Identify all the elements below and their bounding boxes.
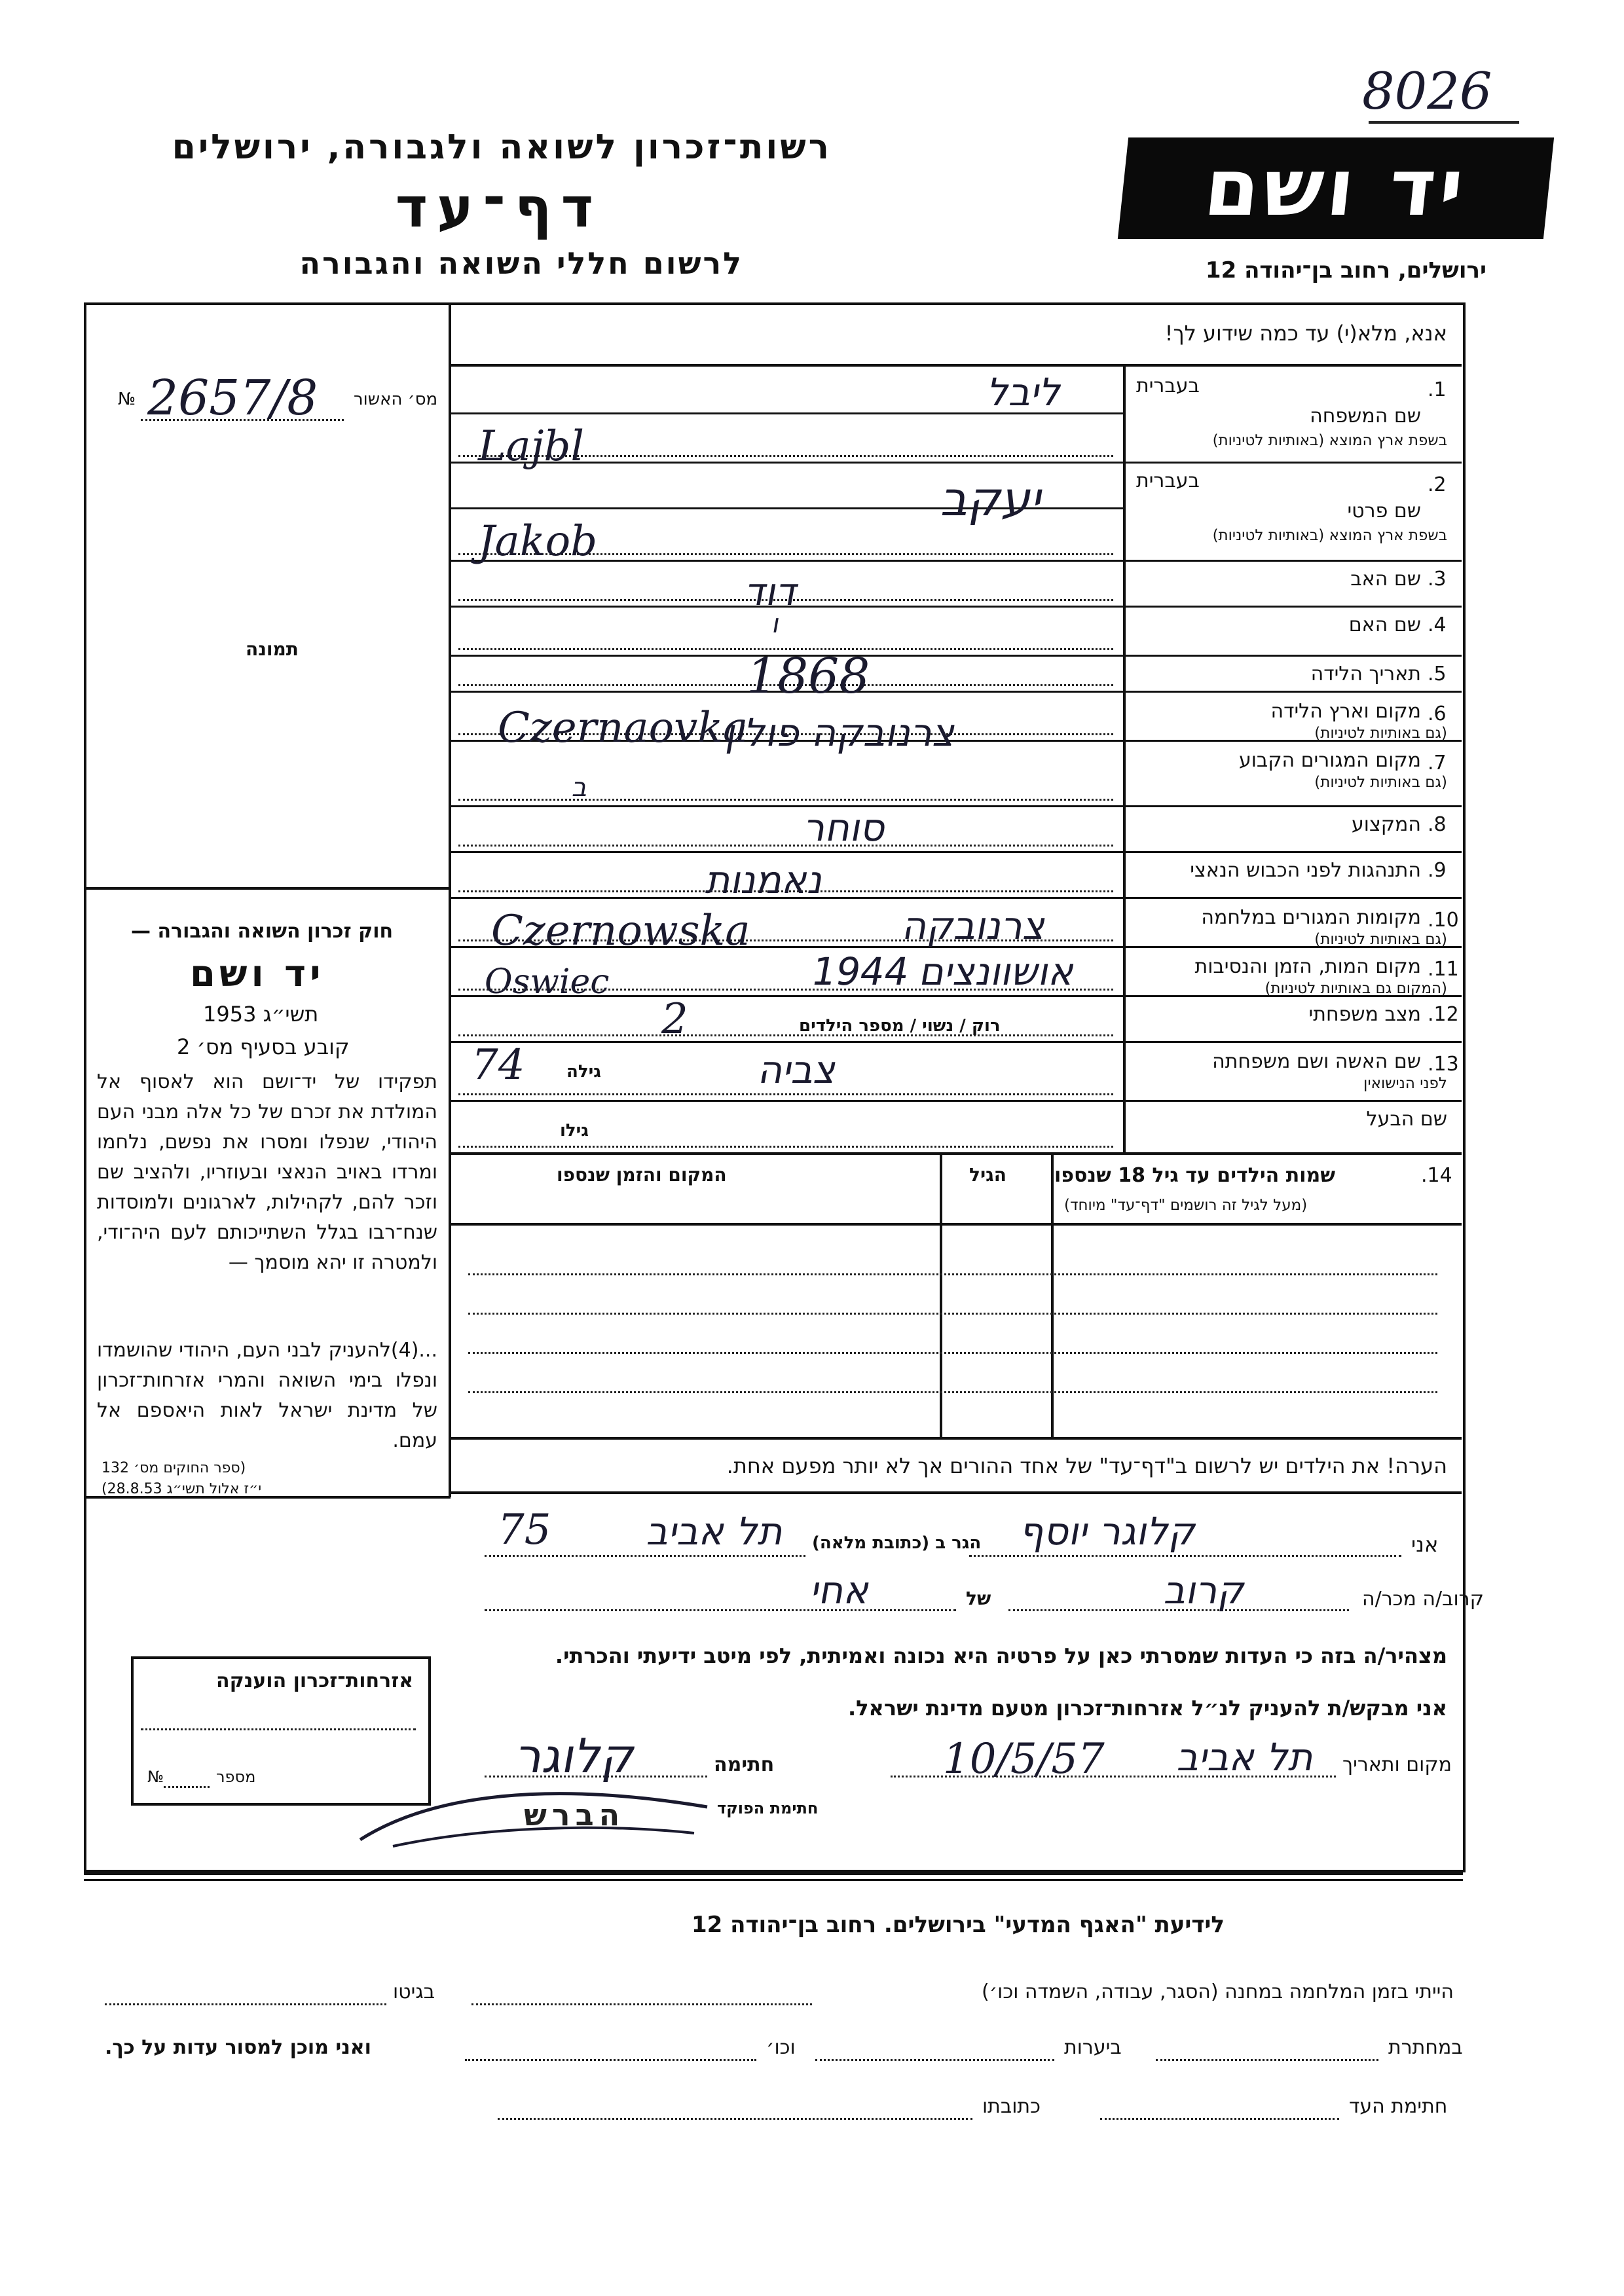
- signature-flourish: [354, 1768, 720, 1853]
- bottom-notice: לידיעת "האגף המדעי" בירושלים. רחוב בן־יהודה 12: [691, 1912, 1225, 1938]
- field-number: 12.: [1428, 1003, 1459, 1026]
- hw-birth-year: 1868: [747, 648, 870, 704]
- bottom-line-2-underground: [1156, 2059, 1378, 2061]
- children-header-rule: [451, 1223, 1462, 1226]
- field-row-rule: [451, 851, 1462, 853]
- bottom-line-1b: בגיטו: [393, 1980, 435, 2003]
- child-row-1: [468, 1273, 1437, 1275]
- hw-children-count: 2: [661, 995, 688, 1044]
- field-label: מקומות המגורים במלחמה: [1201, 906, 1421, 929]
- hw-declarant-no: 75: [498, 1506, 551, 1554]
- law-name: יד ושם: [190, 953, 325, 995]
- hw-war-place-lat: Czernowska: [491, 907, 750, 955]
- children-sub: (מעל לגיל זה רושמים "דף־עד" מיוחד): [1064, 1197, 1308, 1214]
- bottom-line-3b: כתובתו: [982, 2095, 1041, 2118]
- decl-relative: קרוב/ה מכר/ה: [1362, 1588, 1484, 1611]
- field-hebrew-tag: בעברית: [1136, 374, 1200, 397]
- handwritten-file-number: 8026: [1362, 62, 1492, 121]
- hw-profession: סוחר: [802, 805, 891, 850]
- field-label: שם האשה ושם משפחתה: [1212, 1050, 1421, 1073]
- children-title: שמות הילדים עד גיל 18 שנספו: [1054, 1164, 1335, 1187]
- field-row-rule: [451, 560, 1462, 562]
- bottom-line-3-signature: [1100, 2118, 1339, 2120]
- field-label: שם הבעל: [1366, 1108, 1447, 1131]
- children-col-divider-1: [1051, 1152, 1054, 1437]
- officer-stamp: הברש: [524, 1797, 625, 1832]
- law-title: חוק זכרון השואה והגבורה —: [131, 920, 394, 943]
- decl-of-line: [485, 1609, 956, 1611]
- bottom-line-3a: חתימת העד: [1349, 2095, 1448, 2118]
- field-sublabel: (גם באותיות לטיניות): [1314, 725, 1447, 742]
- field-label: המקצוע: [1351, 813, 1421, 836]
- field-label: מקום וארץ הלידה: [1270, 700, 1421, 723]
- handwritten-file-underline: [1369, 121, 1519, 124]
- form-subtitle: לרשום חללי השואה והגבורה: [299, 246, 743, 281]
- field-entry-line: [458, 799, 1113, 801]
- field-entry-line: [458, 1034, 1113, 1036]
- hw-mother: ו: [769, 609, 783, 639]
- children-col-divider-2: [940, 1152, 942, 1437]
- hw-declarant-name: קלוגר יוסף: [1018, 1509, 1202, 1554]
- decl-ani: אני: [1411, 1532, 1439, 1557]
- field-row-rule: [451, 691, 1462, 693]
- hw-sign-date: 10/5/57: [943, 1735, 1105, 1783]
- field-label: התנהגות לפני הכבוש הנאצי: [1190, 859, 1421, 882]
- address: ירושלים, רחוב בן־יהודה 12: [1205, 257, 1486, 283]
- decl-address-line: [485, 1555, 805, 1557]
- law-text: תפקידו של יד־ושם הוא לאסוף אל המולדת את זכרם של כל אלה מבני העם היהודי, שנפלו ומסרו את נפשם, נלחמו ומרדו באויב הנאצי ובעוזריו, ולהציב שם וזכר להם, לקהילות, לארגונים ולמוסדות שנח־רבו בגלל השתייכותם לעם היה־ודי, ולמטרה זו יהא מוסמך —: [97, 1070, 437, 1274]
- bottom-line-2-forests: [815, 2059, 1054, 2061]
- hw-death-lat: Oswiec: [485, 962, 610, 1002]
- bottom-rule-2: [84, 1879, 1463, 1881]
- field-number: 4.: [1428, 613, 1447, 636]
- field-entry-line: [458, 1146, 1113, 1148]
- hw-declarant-relation: קרוב: [1162, 1568, 1251, 1613]
- label-column-divider: [1123, 364, 1126, 1153]
- cert-no-sign: №: [118, 390, 136, 409]
- bottom-rule-1: [84, 1872, 1463, 1875]
- hw-given-lat: Jakob: [478, 517, 598, 566]
- hw-birthplace-he: צרנובקה פולין: [723, 710, 961, 755]
- org-line: רשות־זכרון לשואה ולגבורה, ירושלים: [172, 128, 832, 167]
- child-row-2: [468, 1313, 1437, 1315]
- note-rule: [451, 1491, 1462, 1494]
- field-label: שם המשפחה: [1310, 405, 1421, 428]
- bottom-line-1-ghetto: [105, 2003, 386, 2005]
- hw-declarant-of: אחי: [808, 1568, 875, 1613]
- field-hebrew-tag: בעברית: [1136, 469, 1200, 492]
- law-text-cont: ...(4)להעניק לבני העם, היהודי שהושמדו ונפלו בימי השואה והמרי אזרחות־זכרון של מדינת ישראל לאות היאספם אל עמם.: [97, 1339, 437, 1452]
- field-sublabel: (המקום גם באותיות לטיניות): [1264, 980, 1447, 997]
- decl-of: של: [966, 1588, 991, 1609]
- children-bottom-rule: [451, 1437, 1462, 1440]
- form-title: דף־עד: [395, 175, 602, 240]
- child-row-4: [468, 1391, 1437, 1393]
- hw-residence: ב: [570, 773, 591, 803]
- children-col-place: המקום והזמן שנספו: [557, 1164, 727, 1186]
- hw-surname-he: ליבל: [985, 370, 1067, 414]
- hw-declarant-city: תל אביב: [644, 1509, 789, 1554]
- decl-name-line: [969, 1555, 1401, 1557]
- field-number: 6.: [1428, 702, 1447, 725]
- citizenship-number-label: מספר: [216, 1768, 256, 1786]
- decl-resides: הגר ב (כתובת מלאה): [812, 1533, 982, 1553]
- field-sublabel: בשפת ארץ המוצא (באותיות לטיניות): [1212, 432, 1447, 449]
- decl-statement-2: אני מבקש/ת להעניק לנ״ל אזרחות־זכרון מטעם מדינת ישראל.: [848, 1696, 1447, 1721]
- field-row-rule: [451, 897, 1462, 899]
- field-label: שם האב: [1350, 568, 1421, 591]
- citizenship-line-1: [141, 1728, 416, 1730]
- field-number: 7.: [1428, 752, 1447, 774]
- field-row-rule: [451, 805, 1462, 807]
- law-ref-1: (ספר החוקים מס׳ 132: [101, 1460, 246, 1476]
- field-number: 5.: [1428, 663, 1447, 685]
- field-number: 11.: [1428, 958, 1459, 981]
- field-sublabel: לפני הנישואין: [1363, 1075, 1447, 1092]
- hw-war-place-he: צרנובקה: [900, 903, 1051, 948]
- hw-wife-age: 74: [471, 1041, 525, 1089]
- child-row-3: [468, 1352, 1437, 1354]
- cert-number-line: [141, 419, 344, 421]
- field-row-rule: [451, 462, 1462, 464]
- hw-birthplace-lat: Czernaovka: [498, 704, 748, 752]
- hw-given-he: יעקב: [938, 471, 1049, 526]
- hw-wife: צביה: [756, 1048, 841, 1092]
- note-text: הערה! את הילדים יש לרשום ב"דף־עד" של אחד ההורים אך לא יותר מפעם אחת.: [726, 1453, 1447, 1478]
- field-entry-line: [458, 1093, 1113, 1095]
- hw-sign-place: תל אביב: [1175, 1735, 1320, 1779]
- instruction-text: אנא, מלא(י) עד כמה שידוע לך!: [1164, 321, 1447, 346]
- field-row-rule: [451, 655, 1462, 657]
- hw-prewar: נאמנות: [703, 858, 828, 902]
- decl-statement-1: מצהיר/ה בזה כי העדות שמסרתי כאן על פרטיה היא נכונה ואמיתית, לפי מיטב ידיעתי והכרתי.: [555, 1643, 1447, 1668]
- bottom-line-3-address: [498, 2118, 972, 2120]
- field-label: תאריך הלידה: [1310, 663, 1421, 685]
- yad-vashem-logo: [1118, 137, 1554, 239]
- husband-age-label: גילו: [560, 1121, 589, 1140]
- field-sublabel: בשפת ארץ המוצא (באותיות לטיניות): [1212, 527, 1447, 544]
- field-number: 13.: [1428, 1053, 1459, 1076]
- hw-death-he: אושוונצים 1944: [808, 949, 1080, 994]
- field-number: 2.: [1428, 473, 1447, 496]
- citizenship-number-line: [164, 1786, 210, 1788]
- signature-label: חתימה: [714, 1753, 775, 1776]
- logo-text: יד ושם: [1200, 143, 1472, 234]
- field-number: 3.: [1428, 568, 1447, 591]
- law-year: תשי״ג 1953: [203, 1002, 319, 1027]
- bottom-line-1a: הייתי בזמן המלחמה במחנה (הסגר, עבודה, השמדה וכו׳): [981, 1980, 1454, 2003]
- citizenship-no-sign: №: [147, 1768, 164, 1786]
- field-row-rule: [451, 1100, 1462, 1102]
- field-number: 1.: [1428, 378, 1447, 401]
- cert-label: מס׳ האשור: [354, 390, 438, 409]
- field-number: 9.: [1428, 859, 1447, 882]
- hw-father: דוד: [743, 570, 803, 614]
- family-status-label: רוק / נשוי / מספר הילדים: [799, 1016, 1001, 1036]
- law-ref-2: י״ז אלול תשי״ג 28.8.53): [101, 1481, 262, 1497]
- field-number: 10.: [1428, 909, 1459, 932]
- photo-label: תמונה: [246, 638, 299, 660]
- hw-surname-lat: Lajbl: [478, 422, 584, 471]
- citizenship-title: אזרחות־זכרון הוענקה: [216, 1669, 414, 1692]
- children-num: 14.: [1421, 1164, 1452, 1187]
- field-label: מצב משפחתי: [1308, 1003, 1421, 1026]
- bottom-line-1-blank: [471, 2003, 812, 2005]
- field-label: שם פרטי: [1347, 500, 1421, 522]
- field-number: 8.: [1428, 813, 1447, 836]
- field-label: מקום המות, הזמן והנסיבות: [1194, 955, 1421, 978]
- bottom-line-2a: במחתרת: [1388, 2036, 1463, 2059]
- children-top-rule: [451, 1152, 1462, 1155]
- place-date-label: מקום ותאריך: [1342, 1753, 1452, 1776]
- instruction-rule: [451, 364, 1462, 367]
- children-col-age: הגיל: [969, 1164, 1006, 1186]
- field-row-rule: [451, 1041, 1462, 1043]
- hw-signature: קלוגר: [512, 1728, 642, 1783]
- field-sublabel: (גם באותיות לטיניות): [1314, 774, 1447, 791]
- field-sublabel: (גם באותיות לטיניות): [1314, 931, 1447, 948]
- cert-number: 2657/8: [147, 370, 318, 426]
- law-section: קובע בסעיף מס׳ 2: [177, 1034, 350, 1059]
- officer-label: חתימת הפוקד: [717, 1799, 819, 1817]
- wife-age-label: גילה: [566, 1062, 601, 1082]
- bottom-line-2b: ביערות: [1064, 2036, 1122, 2059]
- field-row-rule: [451, 606, 1462, 608]
- left-panel-divider: [449, 302, 451, 1497]
- field-label: שם האם: [1348, 613, 1421, 636]
- field-label: מקום המגורים הקבוע: [1238, 749, 1421, 772]
- bottom-line-2c: וכו׳: [766, 2036, 796, 2059]
- field-entry-line: [458, 845, 1113, 847]
- law-box-top-rule: [84, 887, 451, 890]
- bottom-line-2-etc: [465, 2059, 756, 2061]
- bottom-line-2d: ואני מוכן למסור עדות על כך.: [105, 2036, 371, 2059]
